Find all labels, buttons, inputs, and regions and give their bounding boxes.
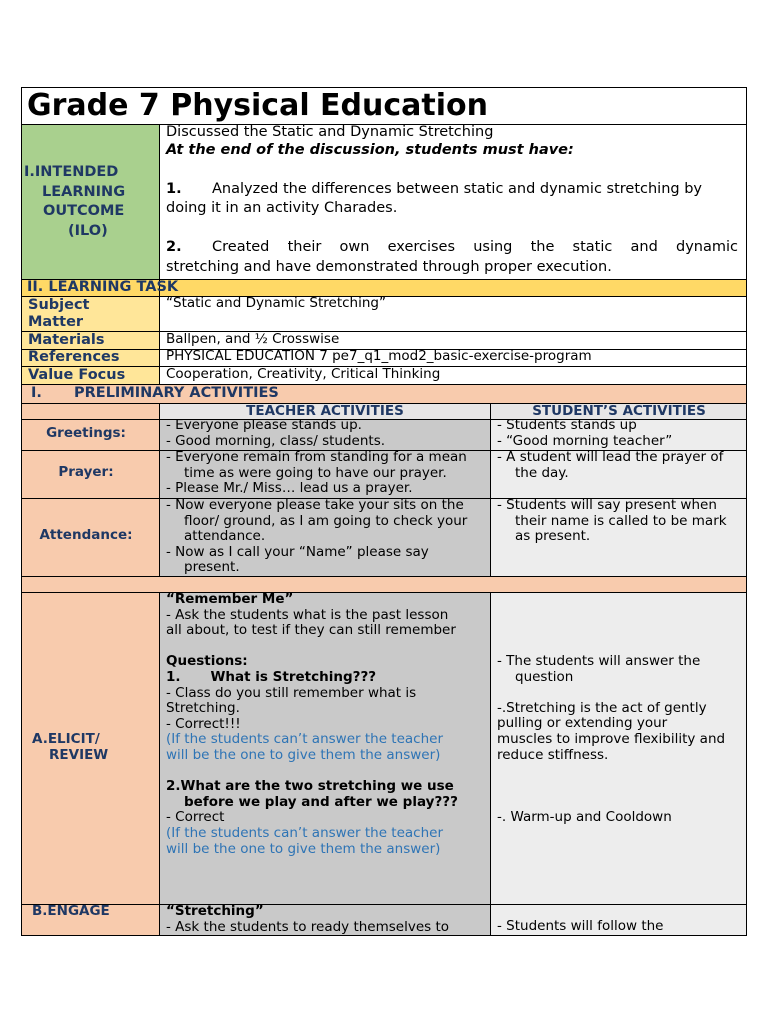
prayer-teacher: - Everyone remain from standing for a mean time as were going to have our prayer. - Please Mr./ Miss… lead us a prayer. [166, 449, 467, 497]
ilo-item2-text: Created their own exercises using the static and dynamic [212, 239, 738, 255]
subject-matter-label: Subject Matter [28, 297, 90, 330]
ilo-label-line: I.INTENDED [24, 164, 119, 180]
elicit-student: - The students will answer the question -.Stretching is the act of gently pulling or extending your muscles to improve flexibility and reduce stiffness. -. Warm-up and Cooldown [497, 653, 726, 825]
attendance-teacher: - Now everyone please take your sits on the floor/ ground, as I am going to check your attendance. - Now as I call your “Name” please say present. [166, 497, 468, 576]
ilo-item1-text: doing it in an activity Charades. [166, 200, 398, 216]
value-focus-label: Value Focus [28, 367, 126, 383]
attendance-label: Attendance: [39, 527, 133, 543]
ilo-label-line: LEARNING [42, 183, 126, 200]
preliminary-number: I. [31, 385, 42, 401]
greetings-teacher: - Everyone please stands up. - Good morning, class/ students. [166, 417, 386, 449]
references-label: References [28, 349, 120, 365]
preliminary-header: PRELIMINARY ACTIVITIES [74, 385, 279, 401]
ilo-topic: Discussed the Static and Dynamic Stretching [166, 124, 494, 140]
ilo-item2-number: 2. [166, 239, 182, 255]
col-header-blank [21, 403, 159, 419]
prayer-label: Prayer: [58, 464, 114, 480]
elicit-teacher: “Remember Me” - Ask the students what is the past lesson all about, to test if they can still remember Questions: 1. What is Stretching??? - Class do you still remember what is Stretching. - Correct!!! (If the students can’t answer the teacher will be the one to give them the answer) 2.What are the two stretching we use before we play and after we play??? - Correct (If the students can’t answer the teacher will be the one to give them the answer) [166, 591, 458, 857]
ilo-item2-text: stretching and have demonstrated through proper execution. [166, 259, 612, 275]
value-focus-value: Cooperation, Creativity, Critical Thinking [166, 366, 441, 382]
ilo-label-line: OUTCOME [43, 203, 125, 219]
subject-matter-value: “Static and Dynamic Stretching” [166, 295, 386, 311]
phase-label-column [21, 592, 159, 936]
learning-task-header: II. LEARNING TASK [27, 279, 179, 295]
materials-label: Materials [28, 332, 105, 348]
engage-student: - Students will follow the [497, 918, 664, 934]
prayer-student: - A student will lead the prayer of the day. [497, 449, 724, 481]
engage-teacher: “Stretching” - Ask the students to ready themselves to [166, 903, 450, 935]
ilo-label-line: (ILO) [68, 222, 108, 239]
ilo-intro: At the end of the discussion, students must have: [166, 142, 574, 158]
ilo-item1-number: 1. [166, 181, 182, 197]
spacer-row [21, 576, 747, 592]
lesson-plan-table [21, 87, 747, 936]
greetings-student: - Students stands up - “Good morning teacher” [497, 417, 673, 449]
ilo-label [23, 163, 159, 241]
elicit-label: A.ELICIT/ REVIEW [32, 731, 109, 763]
greetings-label: Greetings: [46, 425, 126, 441]
engage-label: B.ENGAGE [32, 903, 110, 919]
student-activities-header: STUDENT’S ACTIVITIES [532, 403, 706, 419]
materials-value: Ballpen, and ½ Crosswise [166, 331, 340, 347]
page-title: Grade 7 Physical Education [27, 88, 488, 123]
ilo-item1-text: Analyzed the differences between static and dynamic stretching by [212, 181, 702, 197]
references-value: PHYSICAL EDUCATION 7 pe7_q1_mod2_basic-exercise-program [166, 348, 592, 364]
attendance-student: - Students will say present when their name is called to be mark as present. [497, 497, 727, 545]
teacher-activities-header: TEACHER ACTIVITIES [246, 403, 404, 419]
